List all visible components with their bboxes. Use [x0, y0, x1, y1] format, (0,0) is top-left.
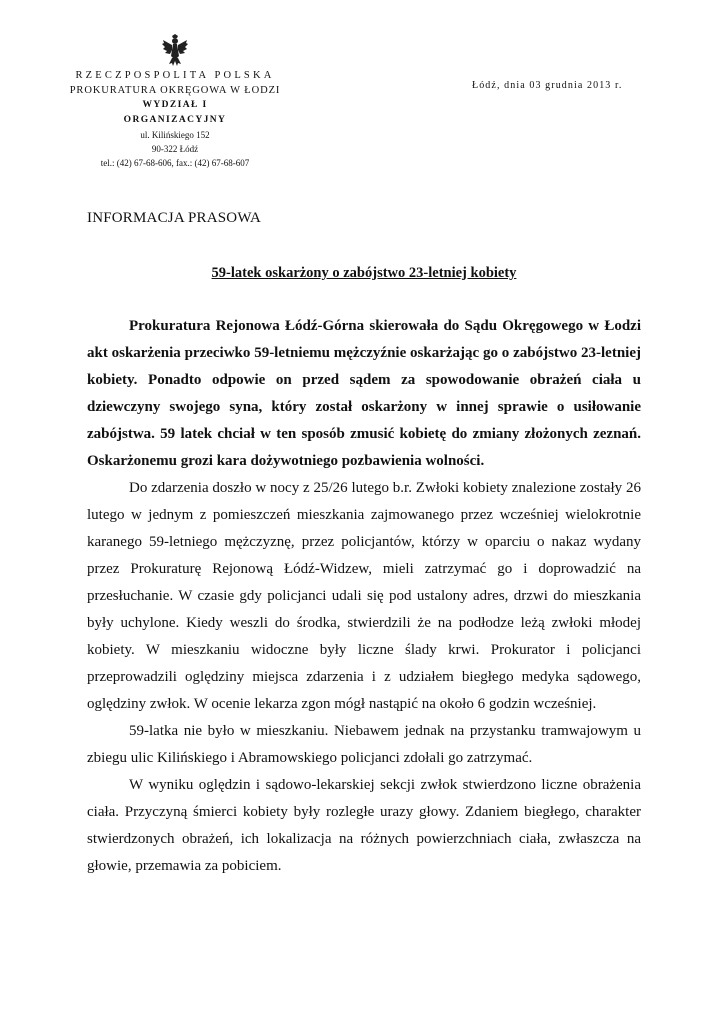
press-release-label: INFORMACJA PRASOWA	[87, 210, 262, 226]
header-department: WYDZIAŁ I	[142, 100, 208, 110]
header-street: ul. Kilińskiego 152	[140, 130, 210, 140]
header-country: RZECZPOSPOLITA POLSKA	[75, 70, 275, 81]
letterhead	[40, 34, 310, 170]
document-title: 59-latek oskarżony o zabójstwo 23-letniej kobiety	[211, 265, 517, 281]
body-paragraph: 59-latka nie było w mieszkaniu. Niebawem jednak na przystanku tramwajowym u zbiegu ulic Kilińskiego i Abramowskiego policjanci zdołali go zatrzymać.	[87, 723, 641, 766]
body-paragraph: Do zdarzenia doszło w nocy z 25/26 lutego b.r. Zwłoki kobiety znalezione zostały 26 lutego w jednym z pomieszczeń mieszkania zajmowanego przez wcześniej wielokrotnie karanego 59-letniego mężczyznę, przez policjantów, którzy w oparciu o nakaz wydany przez Prokuraturę Rejonową Łódź-Widzew, mieli zatrzymać go i doprowadzić na przesłuchanie. W czasie gdy policjanci udali się pod ustalony adres, drzwi do mieszkania były uchylone. Kiedy weszli do środka, stwierdzili że na podłodze leżą zwłoki młodej kobiety. W mieszkaniu widoczne były liczne ślady krwi. Prokurator i policjanci przeprowadzili oględziny miejsca zdarzenia i z udziałem biegłego medyka sądowego, oględziny zwłok. W ocenie lekarza zgon mógł nastąpić na około 6 godzin wcześniej.	[87, 480, 641, 712]
lead-paragraph: Prokuratura Rejonowa Łódź-Górna skierowała do Sądu Okręgowego w Łodzi akt oskarżenia przeciwko 59-letniemu mężczyźnie oskarżając go o zabójstwo 23-letniej kobiety. Ponadto odpowie on przed sądem za spowodowanie obrażeń ciała u dziewczyny swojego syna, który został oskarżony w innej sprawie o usiłowanie zabójstwa. 59 latek chciał w ten sposób zmusić kobietę do zmiany złożonych zeznań. Oskarżonemu grozi kara dożywotniego pozbawienia wolności.	[87, 318, 641, 469]
document-date: Łódź, dnia 03 grudnia 2013 r.	[472, 80, 623, 91]
header-institution: PROKURATURA OKRĘGOWA W ŁODZI	[69, 85, 281, 96]
header-department-name: ORGANIZACYJNY	[123, 115, 227, 125]
document-body	[87, 313, 641, 880]
body-paragraph: W wyniku oględzin i sądowo-lekarskiej sekcji zwłok stwierdzono liczne obrażenia ciała. Przyczyną śmierci kobiety były rozległe urazy głowy. Zdaniem biegłego, charakter stwierdzonych obrażeń, ich lokalizacja na różnych powierzchniach ciała, zwłaszcza na głowie, przemawia za pobiciem.	[87, 777, 641, 874]
eagle-emblem-icon	[161, 34, 189, 66]
header-phone: tel.: (42) 67-68-606, fax.: (42) 67-68-607	[100, 158, 250, 168]
header-city: 90-322 Łódź	[151, 144, 199, 154]
